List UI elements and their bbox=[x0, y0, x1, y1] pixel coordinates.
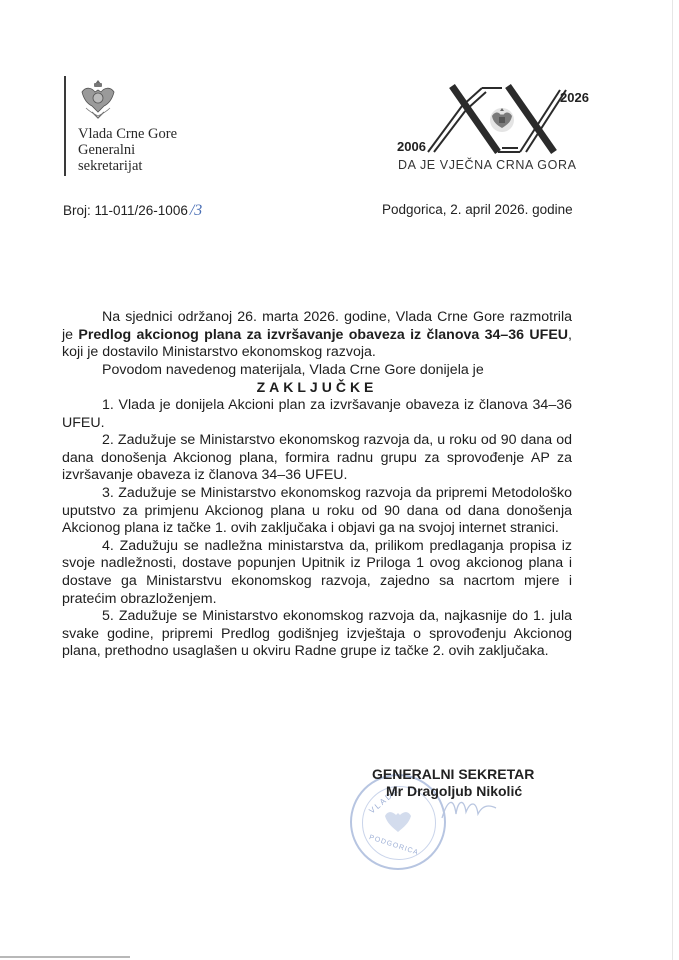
intro-bold-title: Predlog akcionog plana za izvršavanje obaveza iz članova 34–36 UFEU bbox=[78, 326, 569, 343]
government-header bbox=[64, 76, 264, 176]
scan-shadow bbox=[0, 956, 130, 958]
stamp-crest-icon bbox=[382, 804, 414, 836]
government-name-line: Vlada Crne Gore bbox=[78, 126, 178, 142]
stamp-top-text: VLADA bbox=[367, 785, 401, 816]
government-name bbox=[78, 126, 177, 174]
document-body bbox=[62, 309, 572, 661]
reference-number bbox=[63, 202, 202, 220]
jubilee-logo bbox=[390, 84, 600, 179]
conclusion-item: 1. Vlada je donijela Akcioni plan za izvršavanje obaveza iz članova 34–36 UFEU. bbox=[62, 396, 572, 431]
reference-label: Broj: 11-011/26-1006 bbox=[63, 203, 188, 218]
year-start: 2006 bbox=[397, 139, 426, 154]
handwritten-signature-icon bbox=[440, 794, 500, 824]
stamp-city-text: PODGORICA bbox=[368, 834, 420, 857]
intro-text: Na sjednici održanoj 26. marta 2026. godine, Vlada Crne Gore razmotrila je bbox=[62, 309, 572, 343]
conclusion-item: 4. Zadužuju se nadležna ministarstva da, prilikom predlaganja propisa iz svoje nadležnosti, dostave popunjen Upitnik iz Priloga 1 ovog akcionog plana i dostave ga Ministarstvu ekonomskog razvoja, zajedno sa nacrtom mjere i pratećim obrazloženjem. bbox=[62, 537, 572, 607]
intro-paragraph bbox=[62, 309, 572, 362]
signatory-title: GENERALNI SEKRETAR bbox=[372, 766, 535, 782]
signature-block bbox=[367, 766, 620, 876]
document-date: Podgorica, 2. april 2026. godine bbox=[382, 202, 573, 217]
handwritten-reference-suffix: /3 bbox=[189, 202, 203, 219]
header-rule bbox=[64, 76, 66, 176]
intro-text-end: , koji je dostavilo Ministarstvo ekonomskog razvoja. bbox=[62, 326, 572, 361]
motto: DA JE VJEČNA CRNA GORA bbox=[398, 158, 577, 172]
conclusion-item: 3. Zadužuje se Ministarstvo ekonomskog razvoja da pripremi Metodološko uputstvo za primjenu Akcionog plana u roku od 90 dana od dana donošenja Akcionog plana iz tačke 1. ovih zaključaka i objavi ga na svojoj internet stranici. bbox=[62, 484, 572, 537]
government-name-line: sekretarijat bbox=[78, 158, 143, 174]
page-edge bbox=[672, 0, 673, 960]
lead-in-paragraph: Povodom navedenog materijala, Vlada Crne Gore donijela je bbox=[102, 361, 484, 378]
year-end: 2026 bbox=[560, 90, 589, 105]
conclusions-heading: ZAKLJUČKE bbox=[256, 379, 378, 396]
conclusion-item: 5. Zadužuje se Ministarstvo ekonomskog razvoja da, najkasnije do 1. jula svake godine, pripremi Predlog godišnjeg izvještaja o sprovođenju Akcionog plana, prethodno usaglašen u okviru Radne grupe iz tačke 2. ovih zaključaka. bbox=[62, 608, 572, 660]
signatory-name: Mr Dragoljub Nikolić bbox=[386, 783, 523, 799]
government-name-line: Generalni bbox=[78, 142, 136, 158]
coat-of-arms-icon bbox=[78, 78, 118, 122]
conclusion-item: 2. Zadužuje se Ministarstvo ekonomskog razvoja da, u roku od 90 dana od dana donošenja Akcionog plana, formira radnu grupu za sprovođenje AP za izvršavanje obaveza iz članova 34–36 UFEU. bbox=[62, 432, 572, 484]
